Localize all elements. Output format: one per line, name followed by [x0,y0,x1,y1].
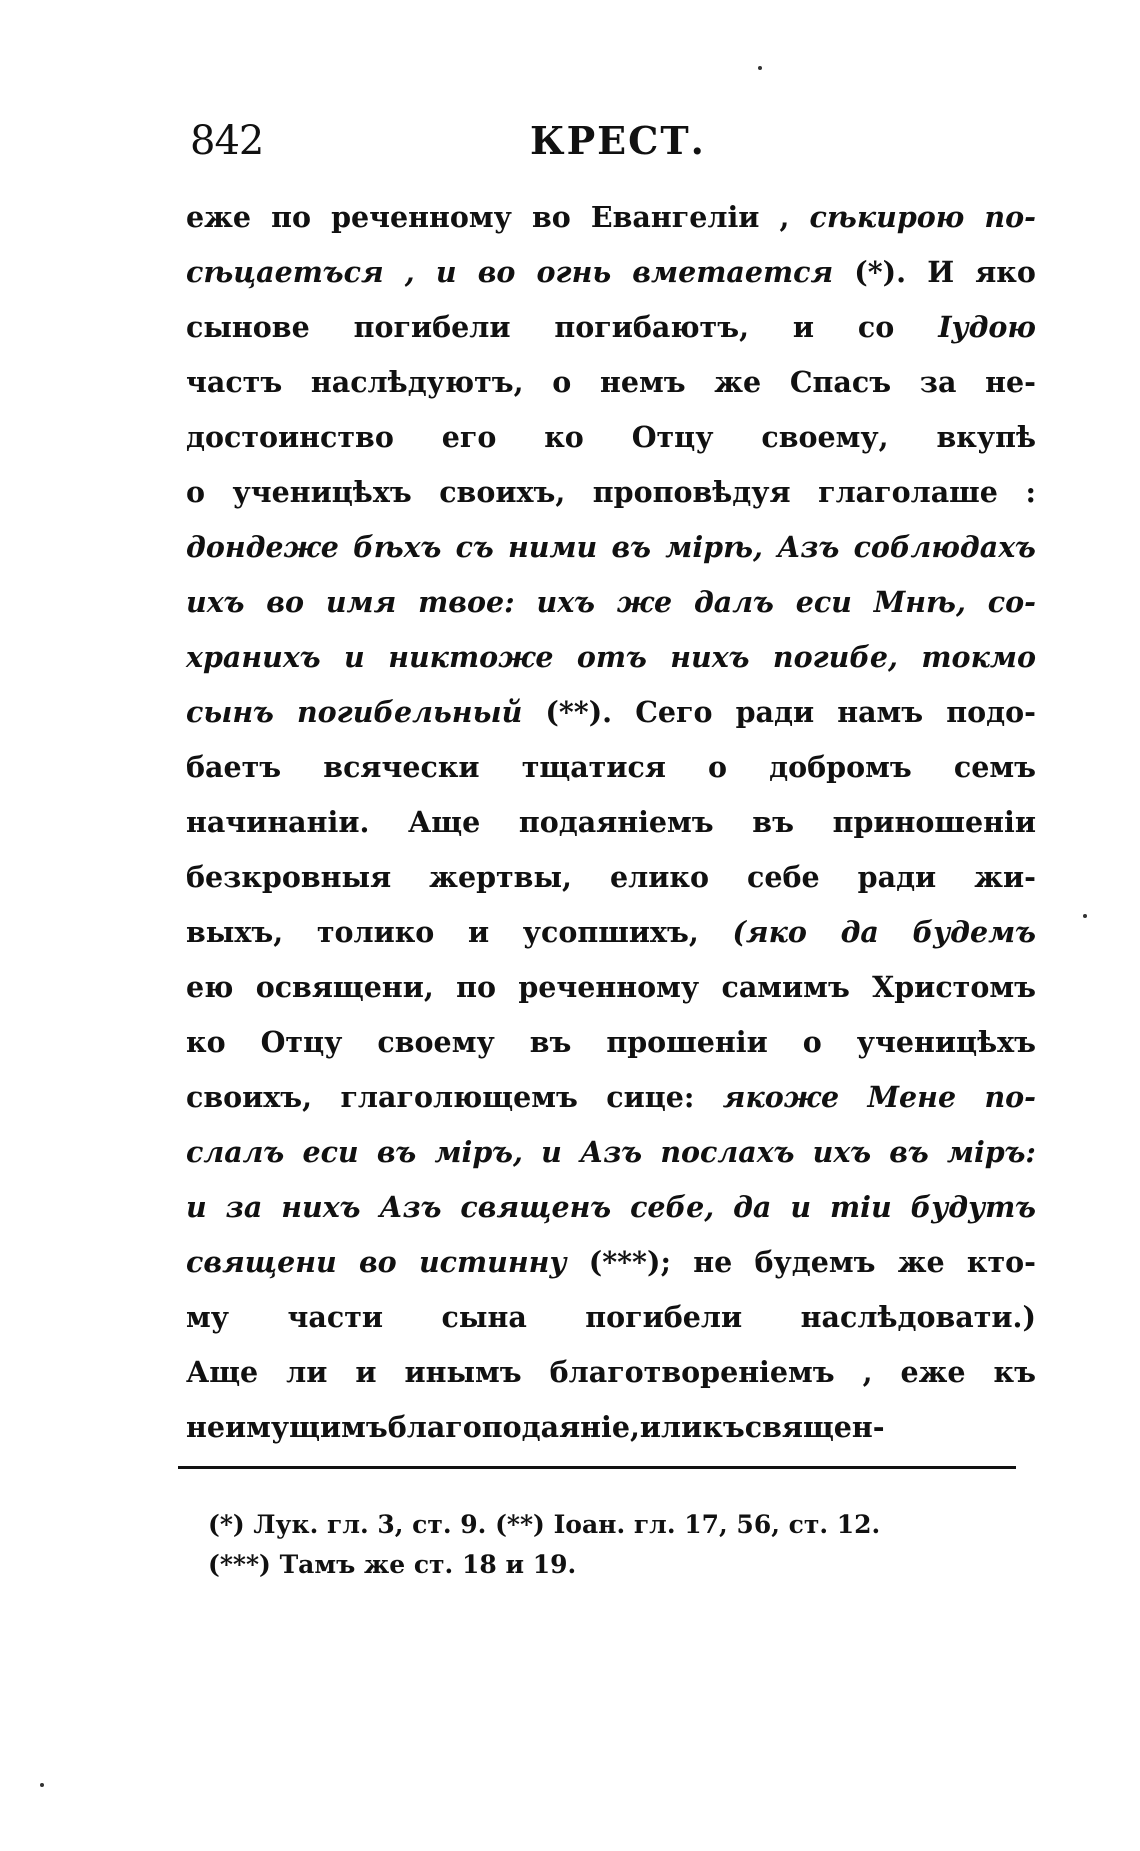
word: (***); [588,1245,671,1279]
italic-word: Азъ [379,1190,442,1224]
italic-word: тіи [829,1190,892,1224]
word: Отцу [260,1025,343,1059]
word: , [862,1355,873,1389]
italic-word: священи [186,1245,337,1279]
word: подо- [946,695,1036,729]
word: со [857,310,895,344]
body-text [186,200,1036,1465]
italic-word: погибельный [296,695,523,729]
italic-word: Мнѣ, [873,585,966,619]
word: достоинство [186,420,394,454]
word: своему [377,1025,495,1059]
word: толико [316,915,435,949]
word: выхъ, [186,915,284,949]
text-line [186,1080,1036,1135]
italic-word: (яко [732,915,807,949]
italic-word: ихъ [536,585,595,619]
word: погибели [353,310,511,344]
italic-word: и [344,640,365,674]
italic-word: истинну [418,1245,567,1279]
text-line [186,255,1036,310]
word: наслѣдуютъ, [310,365,524,399]
word: ли [286,1355,328,1389]
word: елико [610,860,709,894]
word: му [186,1300,230,1334]
word: своихъ, [439,475,566,509]
italic-word: нихъ [281,1190,361,1224]
word: и [467,915,490,949]
word: еже [186,200,252,234]
word: еже [900,1355,966,1389]
italic-word: и [186,1190,207,1224]
word: неимущимъ [186,1410,388,1444]
italic-word: ихъ [186,585,245,619]
word: Аще [408,805,481,839]
word: ради [857,860,937,894]
word: И [927,255,955,289]
italic-word: себе, [630,1190,715,1224]
word: Аще [186,1355,259,1389]
italic-word: сынъ [186,695,274,729]
italic-word: въ [611,530,651,564]
text-line [186,475,1036,530]
word: вкупѣ [936,420,1036,454]
text-line [186,860,1036,915]
italic-word: же [616,585,673,619]
italic-word: никтоже [388,640,554,674]
word: за [919,365,957,399]
italic-word: погибе, [772,640,898,674]
word: ко [544,420,584,454]
word: своихъ, [186,1080,313,1114]
italic-word: дондеже [186,530,339,564]
running-head: КРЕСТ. [530,118,706,163]
text-line [186,1190,1036,1245]
footnote-divider [178,1466,1016,1469]
italic-word: во [477,255,516,289]
italic-word: со- [987,585,1036,619]
page-number: 842 [190,118,264,164]
word: къ [993,1355,1036,1389]
italic-word: еси [302,1135,359,1169]
word: къ [702,1410,745,1444]
word: жертвы, [429,860,572,894]
word: и [792,310,815,344]
italic-word: , [404,255,415,289]
footnotes [208,1510,1028,1590]
text-line [186,585,1036,640]
word: благоподаяніе, [387,1410,640,1444]
word: о [802,1025,822,1059]
italic-word: огнь [536,255,612,289]
text-line [186,1025,1036,1080]
print-speck [1083,914,1087,918]
footnote: (***) Тамъ же ст. 18 и 19. [208,1550,577,1579]
word: жи- [974,860,1036,894]
word: реченному [518,970,700,1004]
italic-word: священъ [460,1190,612,1224]
text-line [186,310,1036,365]
italic-word: вметается [632,255,834,289]
italic-word: міръ, [434,1135,523,1169]
word: Спасъ [789,365,892,399]
italic-word: отъ [576,640,647,674]
word: ко [186,1025,226,1059]
word: реченному [331,200,512,234]
text-line [186,695,1036,750]
word: наслѣдовати.) [800,1300,1036,1334]
word: въ [752,805,794,839]
text-line [186,640,1036,695]
word: ученицѣхъ [856,1025,1036,1059]
italic-word: во [266,585,304,619]
word: прошеніи [606,1025,768,1059]
word: ею [186,970,234,1004]
word: (*). [854,255,907,289]
italic-word: Мене [867,1080,957,1114]
word: по [271,200,312,234]
word: Отцу [631,420,714,454]
word: священ- [744,1410,885,1444]
italic-word: будутъ [910,1190,1036,1224]
footnote: (*) Лук. гл. 3, ст. 9. (**) Іоан. гл. 17, 56, ст. 12. [208,1510,881,1539]
word: о [186,475,206,509]
word: безкровныя [186,860,392,894]
word: кто- [966,1245,1036,1279]
italic-word: мірѣ, [665,530,763,564]
text-line [186,970,1036,1025]
italic-word: токмо [921,640,1036,674]
word: во [532,200,571,234]
text-line [186,1135,1036,1190]
word: себе [747,860,820,894]
word: самимъ [721,970,850,1004]
word: Сего [635,695,713,729]
word: баетъ [186,750,282,784]
word: усопшихъ, [522,915,699,949]
word: тщатися [521,750,666,784]
italic-word: да [840,915,879,949]
text-line [186,530,1036,585]
text-line [186,420,1036,475]
word: : [1025,475,1036,509]
word: яко [975,255,1036,289]
italic-word: бѣхъ [353,530,442,564]
italic-word: за [225,1190,263,1224]
italic-word: сѣкирою [809,200,965,234]
word: по [456,970,497,1004]
italic-word: Азъ [777,530,840,564]
word: въ [529,1025,572,1059]
italic-word: и [790,1190,812,1224]
word: глаголаше [818,475,998,509]
word: добромъ [769,750,912,784]
word: сына [441,1300,527,1334]
italic-word: слалъ [186,1135,285,1169]
text-line [186,750,1036,805]
italic-word: еси [795,585,852,619]
word: проповѣдуя [592,475,791,509]
italic-word: твое: [418,585,515,619]
text-line [186,915,1036,970]
word: благотвореніемъ [549,1355,835,1389]
word: погибаютъ, [554,310,749,344]
word: Христомъ [872,970,1036,1004]
word: сице: [606,1080,695,1114]
text-line [186,1410,1036,1465]
page-header [190,118,1030,168]
word: будемъ [754,1245,876,1279]
text-line [186,200,1036,255]
word: , [779,200,790,234]
italic-word: по- [984,200,1036,234]
word: или [639,1410,703,1444]
word: ради [735,695,815,729]
word: не [693,1245,733,1279]
italic-word: во [358,1245,397,1279]
word: начинаніи. [186,805,370,839]
italic-word: Азъ [580,1135,643,1169]
italic-word: ихъ [812,1135,872,1169]
italic-word: имя [325,585,397,619]
italic-word: хранихъ [186,640,321,674]
print-speck [758,66,762,70]
word: его [441,420,497,454]
text-line [186,365,1036,420]
word: немъ [599,365,686,399]
word: частъ [186,365,283,399]
italic-word: соблюдахъ [853,530,1036,564]
word: своему, [761,420,889,454]
text-line [186,1300,1036,1355]
word: же [714,365,762,399]
italic-word: якоже [722,1080,840,1114]
italic-word: нихъ [670,640,750,674]
italic-word: ними [507,530,598,564]
word: погибели [585,1300,743,1334]
italic-word: будемъ [912,915,1036,949]
word: и [355,1355,377,1389]
word: инымъ [404,1355,522,1389]
word: намъ [837,695,924,729]
word: о [552,365,572,399]
italic-word: въ [376,1135,417,1169]
word: освящени, [255,970,434,1004]
print-speck [40,1783,44,1787]
word: семъ [953,750,1036,784]
word: подаяніемъ [518,805,714,839]
word: глаголющемъ [340,1080,578,1114]
italic-word: Іудою [938,310,1036,344]
italic-word: съ [455,530,494,564]
text-line [186,1355,1036,1410]
word: части [287,1300,384,1334]
text-line [186,1245,1036,1300]
italic-word: послахъ [660,1135,795,1169]
italic-word: по- [984,1080,1036,1114]
word: всячески [323,750,480,784]
italic-word: да [733,1190,772,1224]
italic-word: и [435,255,457,289]
italic-word: и [541,1135,562,1169]
word: не- [985,365,1036,399]
word: (**). [545,695,613,729]
word: ученицѣхъ [232,475,412,509]
italic-word: въ [889,1135,929,1169]
word: приношеніи [832,805,1036,839]
word: Евангеліи [590,200,760,234]
word: же [897,1245,945,1279]
word: сынове [186,310,310,344]
italic-word: міръ: [946,1135,1036,1169]
italic-word: далъ [693,585,774,619]
italic-word: сѣцаетъся [186,255,384,289]
text-line [186,805,1036,860]
word: о [708,750,728,784]
